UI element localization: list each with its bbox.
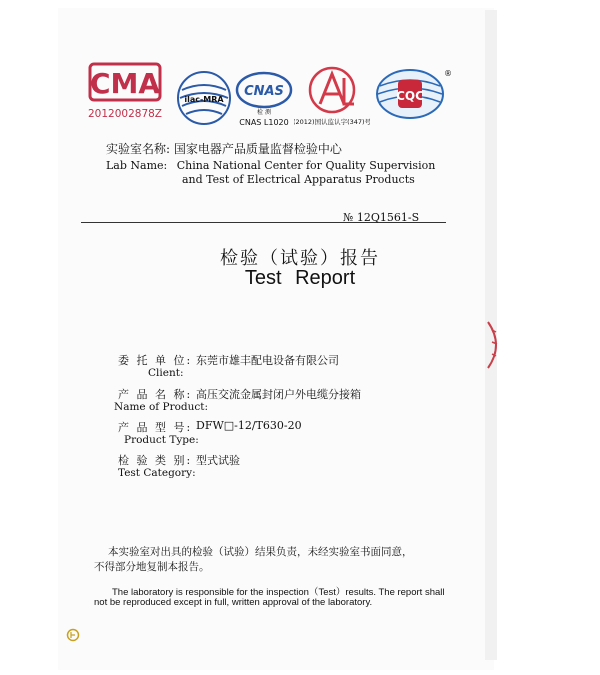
product-type-label-en: Product Type: [124,434,199,446]
cnas-text: CNAS [244,84,284,99]
cma-logo-text: CMA [89,67,161,100]
product-name-label-cn: 产 品 名 称: [118,388,193,401]
ccc-logo [374,66,452,122]
ilac-mra-logo [176,70,232,126]
test-category-value: 型式试验 [196,454,240,467]
lab-name-en-line1: China National Center for Quality Supervision [176,159,436,172]
ilac-mra-text: ilac-MRA [184,95,224,104]
report-number: № 12Q1561-S [343,211,420,224]
client-label-cn: 委 托 单 位: [118,354,193,367]
report-title-en: Test Report [244,267,356,289]
cnas-code: CNAS L1020 [239,118,289,127]
svg-text:CQC: CQC [396,89,424,103]
cma-logo [88,62,162,124]
notice-cn-line1: 本实验室对出具的检验（试验）结果负责，未经实验室书面同意， [108,546,413,558]
client-value: 东莞市雄丰配电设备有限公司 [196,354,339,367]
test-category-label-cn: 检 验 类 别: [118,454,193,467]
client-label-en: Client: [148,367,184,379]
notice-cn-line2: 不得部分地复制本报告。 [94,561,210,573]
notice-en-line2: not be reproduced except in full, written approval of the laboratory. [94,597,373,608]
cma-code: 2012002878Z [88,108,162,120]
cal-code: (2012)国认监认字(347)号 [294,118,370,126]
seal-stamp-partial [486,320,506,370]
report-title-cn: 检验（试验）报告 [220,248,380,269]
cnas-logo [232,68,296,130]
notice-en-line1: The laboratory is responsible for the inspection（Test）results. The report shall [112,587,445,598]
product-name-label-en: Name of Product: [114,401,209,413]
lab-name-cn-row [106,140,342,157]
cnas-sub: 检 测 [257,109,271,116]
product-type-value: DFW□-12/T630-20 [196,419,302,432]
registered-mark: ® [444,69,452,78]
lab-name-label-cn: 实验室名称: [106,142,171,156]
product-type-label-cn: 产 品 型 号: [118,421,193,434]
page-corner-mark [66,627,80,646]
lab-name-en-row [106,159,435,172]
lab-name-label-en: Lab Name: [106,159,168,172]
cal-logo [294,64,370,130]
test-category-label-en: Test Category: [118,467,196,479]
product-name-value: 高压交流金属封闭户外电缆分接箱 [196,388,361,401]
lab-name-en-line2: and Test of Electrical Apparatus Products [182,173,415,186]
lab-name-cn: 国家电器产品质量监督检验中心 [173,142,342,156]
accreditation-logos [84,60,484,130]
